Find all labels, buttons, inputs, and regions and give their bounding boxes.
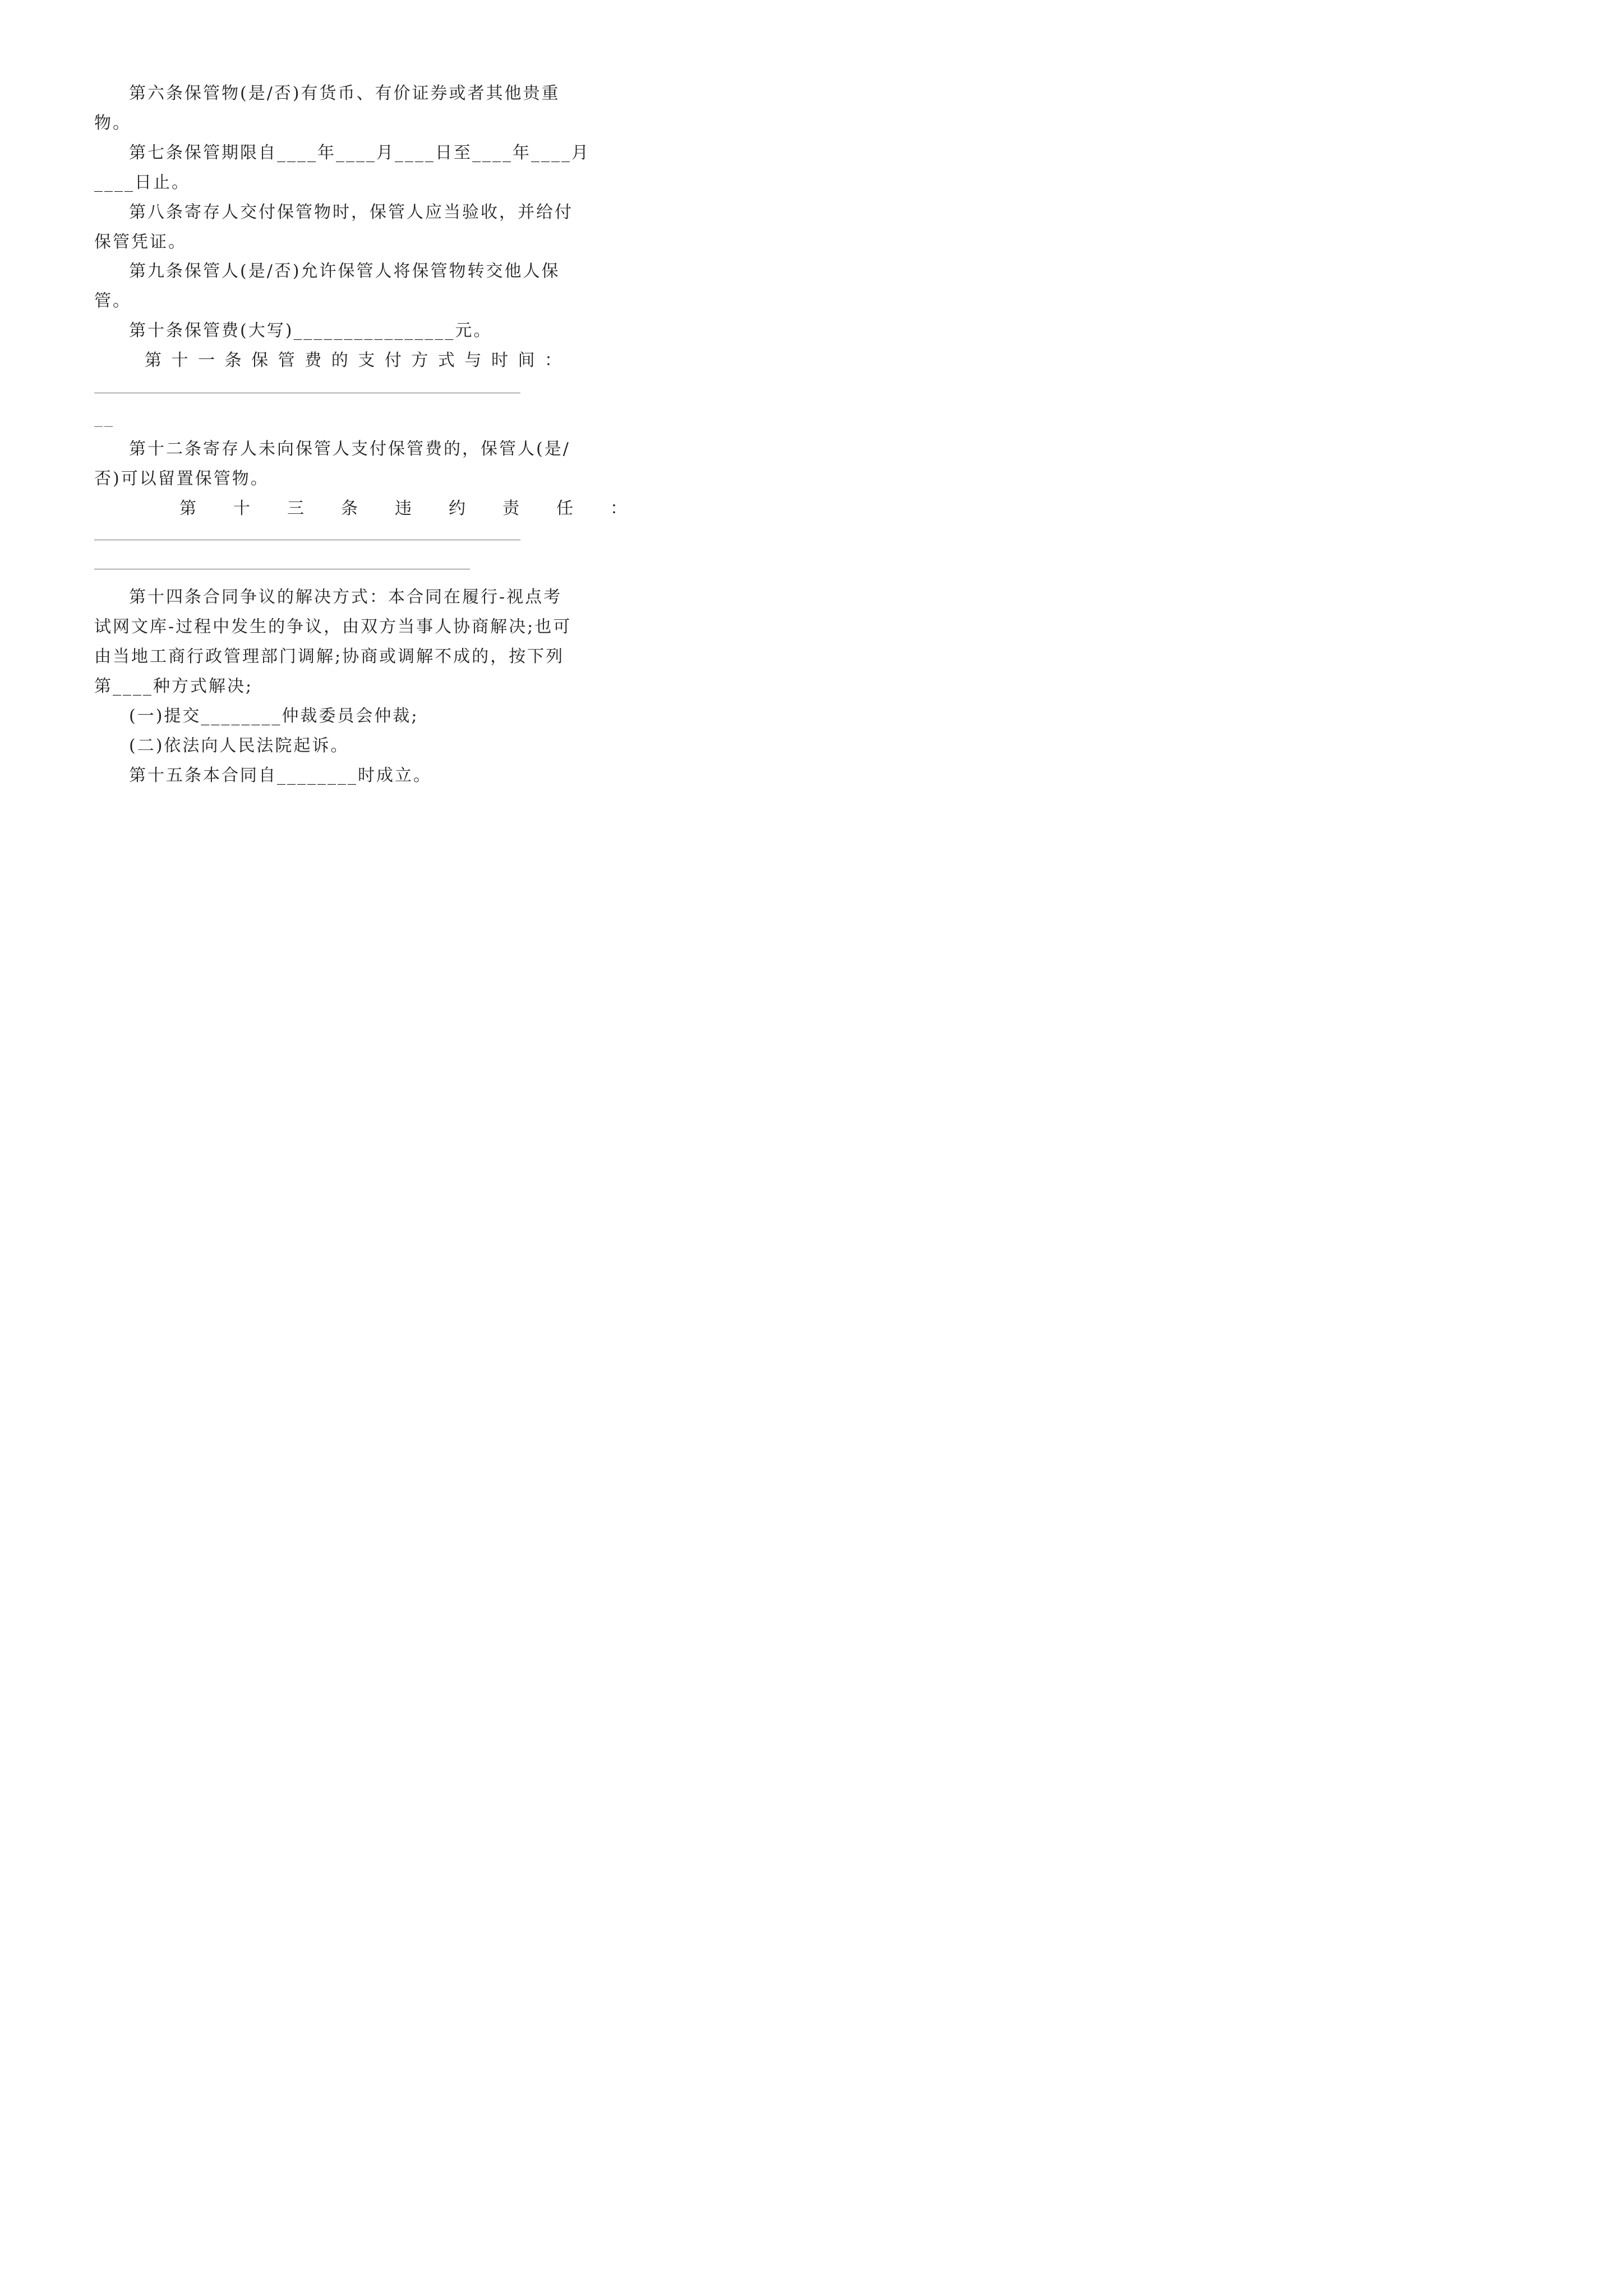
article-7-line-2: ____日止。 xyxy=(94,173,190,192)
article-8-line-2: 保管凭证。 xyxy=(94,232,187,252)
article-9-line-1: 第九条保管人(是/否)允许保管人将保管物转交他人保 xyxy=(129,261,560,281)
article-10: 第十条保管费(大写)________________元。 xyxy=(129,321,492,341)
article-13-heading: 第 十 三 条 违 约 责 任 ： xyxy=(179,499,628,518)
option-2-litigation: (二)依法向人民法院起诉。 xyxy=(129,736,349,756)
article-6-line-2: 物。 xyxy=(94,113,131,133)
article-8-line-1: 第八条寄存人交付保管物时，保管人应当验收，并给付 xyxy=(129,203,573,222)
article-12-line-2: 否)可以留置保管物。 xyxy=(94,469,269,489)
article-14-line-1: 第十四条合同争议的解决方式：本合同在履行-视点考 xyxy=(129,587,562,607)
article-12-line-1: 第十二条寄存人未向保管人支付保管费的，保管人(是/ xyxy=(129,439,570,459)
article-6-line-1: 第六条保管物(是/否)有货币、有价证券或者其他贵重 xyxy=(129,84,560,103)
article-11-blank-tail: __ xyxy=(94,408,114,427)
article-14-line-2: 试网文库-过程中发生的争议，由双方当事人协商解决;也可 xyxy=(94,617,572,637)
article-9-line-2: 管。 xyxy=(94,291,131,311)
article-15: 第十五条本合同自________时成立。 xyxy=(129,766,432,785)
article-14-line-3: 由当地工商行政管理部门调解;协商或调解不成的，按下列 xyxy=(94,647,565,666)
article-14-line-4: 第____种方式解决; xyxy=(94,677,253,696)
article-7-line-1: 第七条保管期限自____年____月____日至____年____月 xyxy=(129,143,590,163)
option-1-arbitration: (一)提交________仲裁委员会仲裁; xyxy=(129,706,419,726)
article-11-heading: 第 十 一 条 保 管 费 的 支 付 方 式 与 时 间 ： xyxy=(145,351,564,370)
